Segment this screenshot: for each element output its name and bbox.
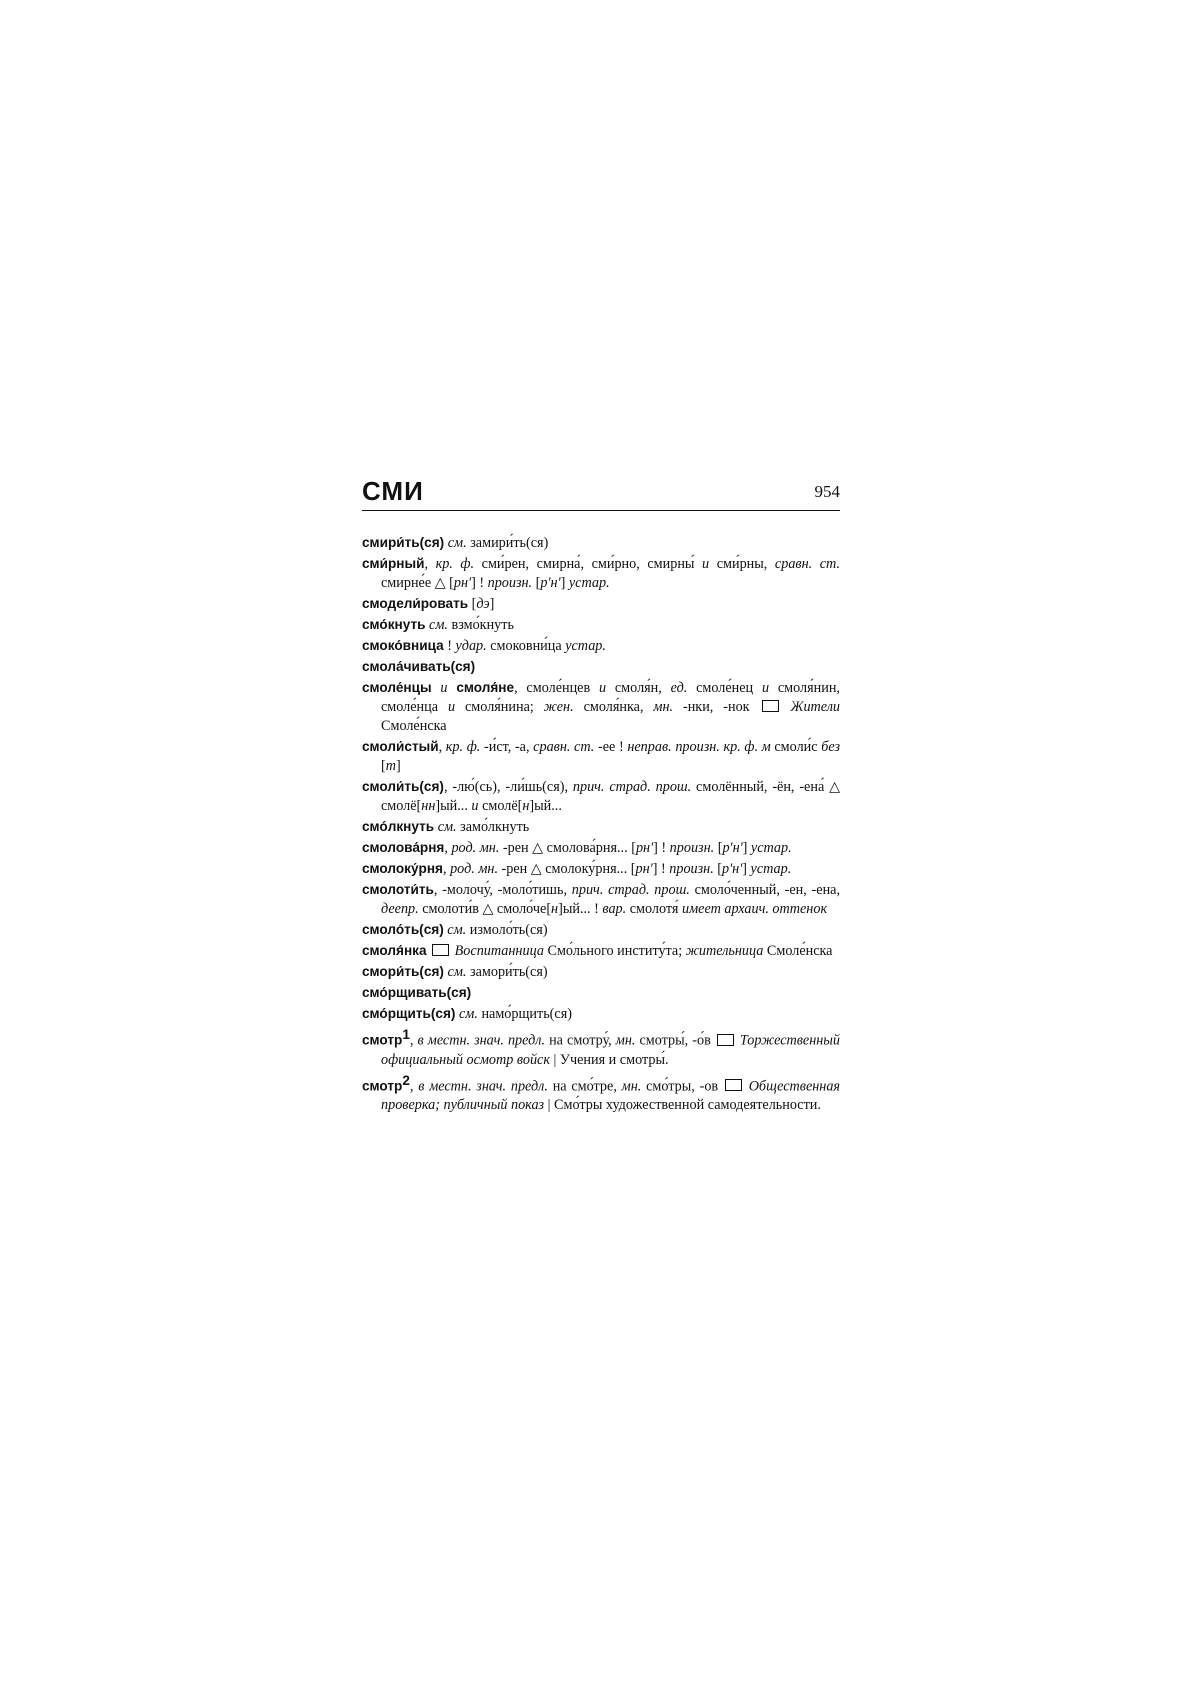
headword: смодели́ровать [362,596,469,611]
grammar-note: рн' [635,840,654,856]
headword: смо́кнуть [362,617,426,632]
grammar-note: род. мн. [451,840,500,856]
entry-text: [ [714,840,723,856]
dictionary-entry [362,1004,840,1024]
headword: смоля́нка [362,943,427,958]
entry-text: смоля́нин, смоле́нца [381,680,840,715]
grammar-note: см. [447,964,467,980]
entry-text: ] [742,840,751,856]
headword: смоли́ть(ся) [362,779,444,794]
entry-text: сми́рны, [709,556,775,572]
grammar-note: ед. [670,680,688,696]
entry-text: смолё[ [478,798,523,814]
entry-text: ]ый... [529,798,562,814]
entry-text: [ [713,861,723,877]
headword: смори́ть(ся) [362,964,444,979]
grammar-note: рн' [453,575,472,591]
grammar-note: и [598,680,607,696]
dictionary-entry [362,657,840,677]
entry-text: замори́ть(ся) [466,964,548,980]
entry-text: [ [468,596,477,612]
entry-text: смирне́е △ [ [381,575,454,591]
grammar-note: устар. [565,638,606,654]
grammar-note: см. [458,1006,478,1022]
grammar-note: и [702,556,710,572]
entry-text: | Смо́тры художественной самодеятельности. [544,1097,821,1114]
entry-text: ] [395,758,401,774]
entry-text: -рен △ смолоку́рня... [ [498,861,636,877]
entry-text: смоля́нина; [455,699,544,715]
entry-text: на смотру́, [545,1032,616,1049]
entry-text [781,699,791,715]
grammar-note: нн [421,798,436,814]
grammar-note: кр. ф. [435,556,475,572]
entry-text: ] ! [471,575,488,591]
grammar-note: Общественная проверка; публичный показ [381,1078,841,1114]
grammar-note: р'н' [540,575,561,591]
entry-text: ! [443,638,456,654]
dictionary-entry [362,859,840,879]
entry-text: смоли́с [770,739,822,755]
definition-box-icon [432,944,449,956]
headword: смоли́стый [362,739,439,754]
entry-text: ]ый... [435,798,472,814]
headword: смо́лкнуть [362,819,435,834]
headword: смоле́нцы [362,680,432,695]
entry-text: , [444,840,452,856]
headword: смо́рщивать(ся) [362,985,472,1000]
headword: смотр [362,1078,403,1094]
entry-text: намо́рщить(ся) [477,1006,572,1022]
grammar-note: рн' [635,861,653,877]
dictionary-entry [362,920,840,940]
dictionary-entry [362,983,840,1003]
dictionary-entry [362,1025,840,1070]
dictionary-entry [362,838,840,858]
entry-text: ] [489,596,495,612]
grammar-note: в местн. знач. предл. [418,1078,548,1095]
entry-text: | Учения и смотры́. [550,1051,669,1068]
dictionary-entry [362,941,840,961]
grammar-note: произн. [669,840,715,856]
dictionary-entry [362,615,840,635]
grammar-note: т [385,758,396,774]
grammar-note: Жители [790,699,841,715]
headword: смолоти́ть [362,882,434,897]
dictionary-entry [362,737,840,776]
entry-list [362,533,840,1115]
grammar-note: произн. [669,861,714,877]
dictionary-entry [362,678,840,736]
entry-text: , [424,556,436,572]
headword: смолоку́рня [362,861,443,876]
grammar-note: и [471,798,479,814]
grammar-note: Воспитанница [454,943,544,959]
entry-text: смоля́нка, [573,699,654,715]
grammar-note: сравн. ст. [533,739,595,755]
entry-text: [ [381,758,386,774]
entry-text: Смо́льного институ́та; [543,943,686,959]
entry-text: смоля́н, [606,680,671,696]
grammar-note: и [440,680,448,696]
grammar-note: см. [429,617,448,633]
entry-text: на смо́тре, [547,1078,622,1095]
dictionary-page [362,476,840,1116]
headword: смоло́ть(ся) [362,922,444,937]
dictionary-entry [362,880,840,919]
entry-text: смотры́, -о́в [635,1032,715,1049]
entry-text: -рен △ смолова́рня... [ [499,840,636,856]
grammar-note: кр. ф. [445,739,481,755]
entry-text: [ [532,575,541,591]
definition-box-icon [762,700,779,712]
entry-text: , -лю́(сь), -ли́шь(ся), [443,779,573,795]
entry-text: ] ! [652,861,670,877]
entry-text: -нки, -нок [673,699,760,715]
grammar-note: Торжественный официальный осмотр войск [381,1032,840,1068]
headword: смола́чивать(ся) [362,659,476,674]
grammar-note: см. [437,819,457,835]
grammar-note: дэ [476,596,490,612]
grammar-note: см. [447,535,467,551]
grammar-note: удар. [455,638,487,654]
grammar-note: в местн. знач. предл. [417,1032,546,1049]
grammar-note: н [551,901,559,917]
entry-text: ] ! [653,840,670,856]
grammar-note: мн. [615,1032,636,1049]
entry-text: , [442,861,451,877]
dictionary-entry [362,1071,840,1116]
grammar-note: прич. страд. прош. [571,882,690,898]
entry-text: замо́лкнуть [456,819,530,835]
grammar-note: жительница [685,943,764,959]
dictionary-entry [362,594,840,614]
grammar-note: устар. [750,840,792,856]
grammar-note: деепр. [381,901,419,917]
grammar-note: мн. [653,699,674,715]
grammar-note: имеет архаич. оттенок [682,901,828,917]
entry-text: ] [742,861,751,877]
grammar-note: жен. [543,699,574,715]
grammar-note: неправ. произн. кр. ф. м [627,739,771,755]
headword: смоля́не [456,680,515,695]
grammar-note: и [447,699,456,715]
entry-text: замири́ть(ся) [466,535,549,551]
headword: смотр [362,1032,403,1048]
grammar-note: р'н' [722,861,743,877]
entry-text: , [409,1078,419,1095]
definition-box-icon [725,1079,742,1091]
grammar-note: мн. [621,1078,642,1095]
headword: сми́рный [362,556,425,571]
grammar-note: род. мн. [450,861,498,877]
entry-text: , -молочу́, -моло́тишь, [433,882,572,898]
grammar-note: см. [447,922,467,938]
entry-text: ] [560,575,569,591]
grammar-note: вар. [602,901,627,917]
entry-text: -и́ст, -а, [480,739,534,755]
headword: смолова́рня [362,840,445,855]
headword: смири́ть(ся) [362,535,445,550]
running-head: СМИ [362,476,424,506]
grammar-note: устар. [750,861,792,877]
dictionary-entry [362,817,840,837]
homonym-index: 2 [402,1072,410,1088]
dictionary-entry [362,554,840,593]
definition-box-icon [717,1034,734,1046]
grammar-note: р'н' [722,840,743,856]
entry-text: смо́тры, -ов [641,1078,723,1095]
grammar-note: сравн. ст. [774,556,840,572]
entry-text: измоло́ть(ся) [466,922,548,938]
entry-text: , смоле́нцев [514,680,599,696]
dictionary-entry [362,533,840,553]
entry-text [427,943,431,959]
entry-text: Смоле́нска [381,718,447,734]
grammar-note: и [761,680,770,696]
grammar-note: устар. [568,575,610,591]
dictionary-entry [362,636,840,656]
dictionary-entry [362,962,840,982]
grammar-note: н [522,798,530,814]
entry-text: смолённый, -ён, -ена́ △ смолё[ [381,779,841,814]
entry-text: смолоти́в △ смоло́че[ [418,901,552,917]
entry-text: , [409,1032,418,1049]
entry-text: -ее ! [594,739,628,755]
page-number: 954 [814,482,840,501]
entry-text: смолотя́ [626,901,683,917]
dictionary-entry [362,777,840,816]
grammar-note: произн. [487,575,533,591]
entry-text: ]ый... ! [558,901,603,917]
entry-text [448,680,457,696]
grammar-note: без [821,739,840,755]
headword: смо́рщить(ся) [362,1006,456,1021]
homonym-index: 1 [402,1027,410,1042]
headword: смоко́вница [362,638,444,653]
entry-text: взмо́кнуть [447,617,514,633]
grammar-note: прич. страд. прош. [572,779,692,795]
entry-text: смоле́нец [687,680,762,696]
entry-text: смоло́ченный, -ен, -ена, [689,882,840,898]
entry-text: , [438,739,446,755]
entry-text: Смоле́нска [763,943,833,959]
entry-text: смоковни́ца [486,638,566,654]
entry-text: сми́рен, смирна́, сми́рно, смирны́ [474,556,703,572]
page-header [362,476,840,511]
